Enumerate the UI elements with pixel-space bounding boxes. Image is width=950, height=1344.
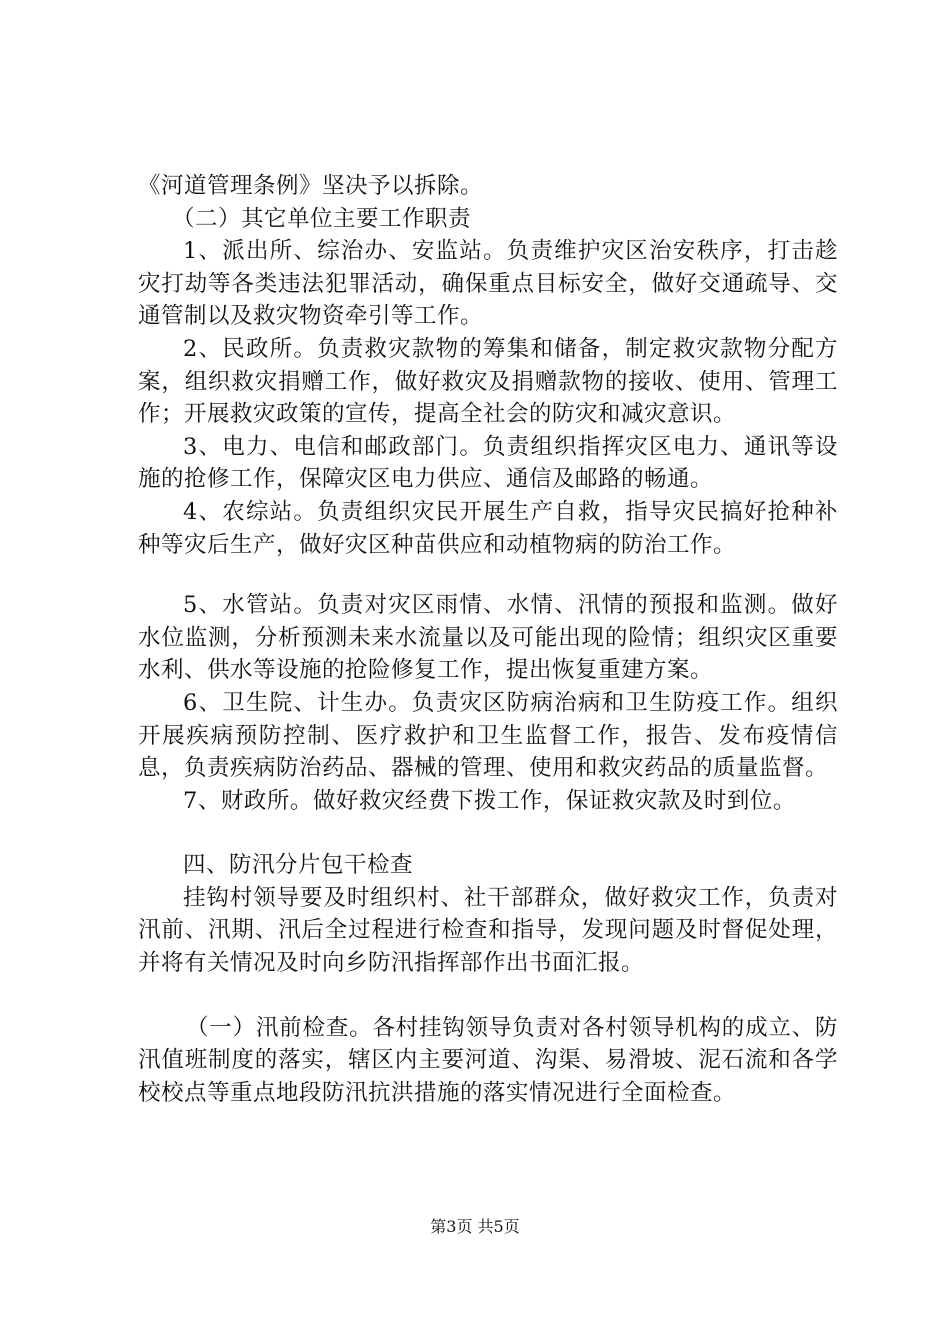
document-body	[138, 170, 838, 1109]
page-footer: 第3页 共5页	[430, 1217, 520, 1236]
paragraph-continuation: 《河道管理条例》坚决予以拆除。	[138, 173, 484, 199]
paragraph-item-3: 3、电力、电信和邮政部门。负责组织指挥灾区电力、通讯等设施的抢修工作，保障灾区电力供应、通信及邮路的畅通。	[138, 433, 838, 493]
paragraph-item-4: 4、农综站。负责组织灾民开展生产自救，指导灾民搞好抢种补种等灾后生产，做好灾区种苗供应和动植物病的防治工作。	[138, 498, 838, 558]
paragraph-item-5: 5、水管站。负责对灾区雨情、水情、汛情的预报和监测。做好水位监测，分析预测未来水流量以及可能出现的险情；组织灾区重要水利、供水等设施的抢险修复工作，提出恢复重建方案。	[138, 592, 838, 684]
paragraph-item-7: 7、财政所。做好救灾经费下拨工作，保证救灾款及时到位。	[183, 787, 796, 814]
paragraph-item-6: 6、卫生院、计生办。负责灾区防病治病和卫生防疫工作。组织开展疾病预防控制、医疗救护和卫生监督工作，报告、发布疫情信息，负责疾病防治药品、器械的管理、使用和救灾药品的质量监督。	[138, 689, 838, 782]
paragraph-item-1: 1、派出所、综治办、安监站。负责维护灾区治安秩序，打击趁灾打劫等各类违法犯罪活动，确保重点目标安全，做好交通疏导、交通管制以及救灾物资牵引等工作。	[138, 238, 838, 330]
paragraph-pre-flood-check: （一）汛前检查。各村挂钩领导负责对各村领导机构的成立、防汛值班制度的落实，辖区内主要河道、沟渠、易滑坡、泥石流和各学校校点等重点地段防汛抗洪措施的落实情况进行全面检查。	[138, 1014, 838, 1106]
paragraph-inspection-intro: 挂钩村领导要及时组织村、社干部群众，做好救灾工作，负责对汛前、汛期、汛后全过程进行检查和指导，发现问题及时督促处理，并将有关情况及时向乡防汛指挥部作出书面汇报。	[138, 884, 838, 977]
section-heading-other-units: （二）其它单位主要工作职责	[172, 205, 472, 232]
paragraph-item-2: 2、民政所。负责救灾款物的筹集和储备，制定救灾款物分配方案，组织救灾捐赠工作，做好救灾及捐赠款物的接收、使用、管理工作；开展救灾政策的宣传，提高全社会的防灾和减灾意识。	[138, 335, 838, 428]
section-heading-inspection: 四、防汛分片包干检查	[183, 852, 414, 879]
